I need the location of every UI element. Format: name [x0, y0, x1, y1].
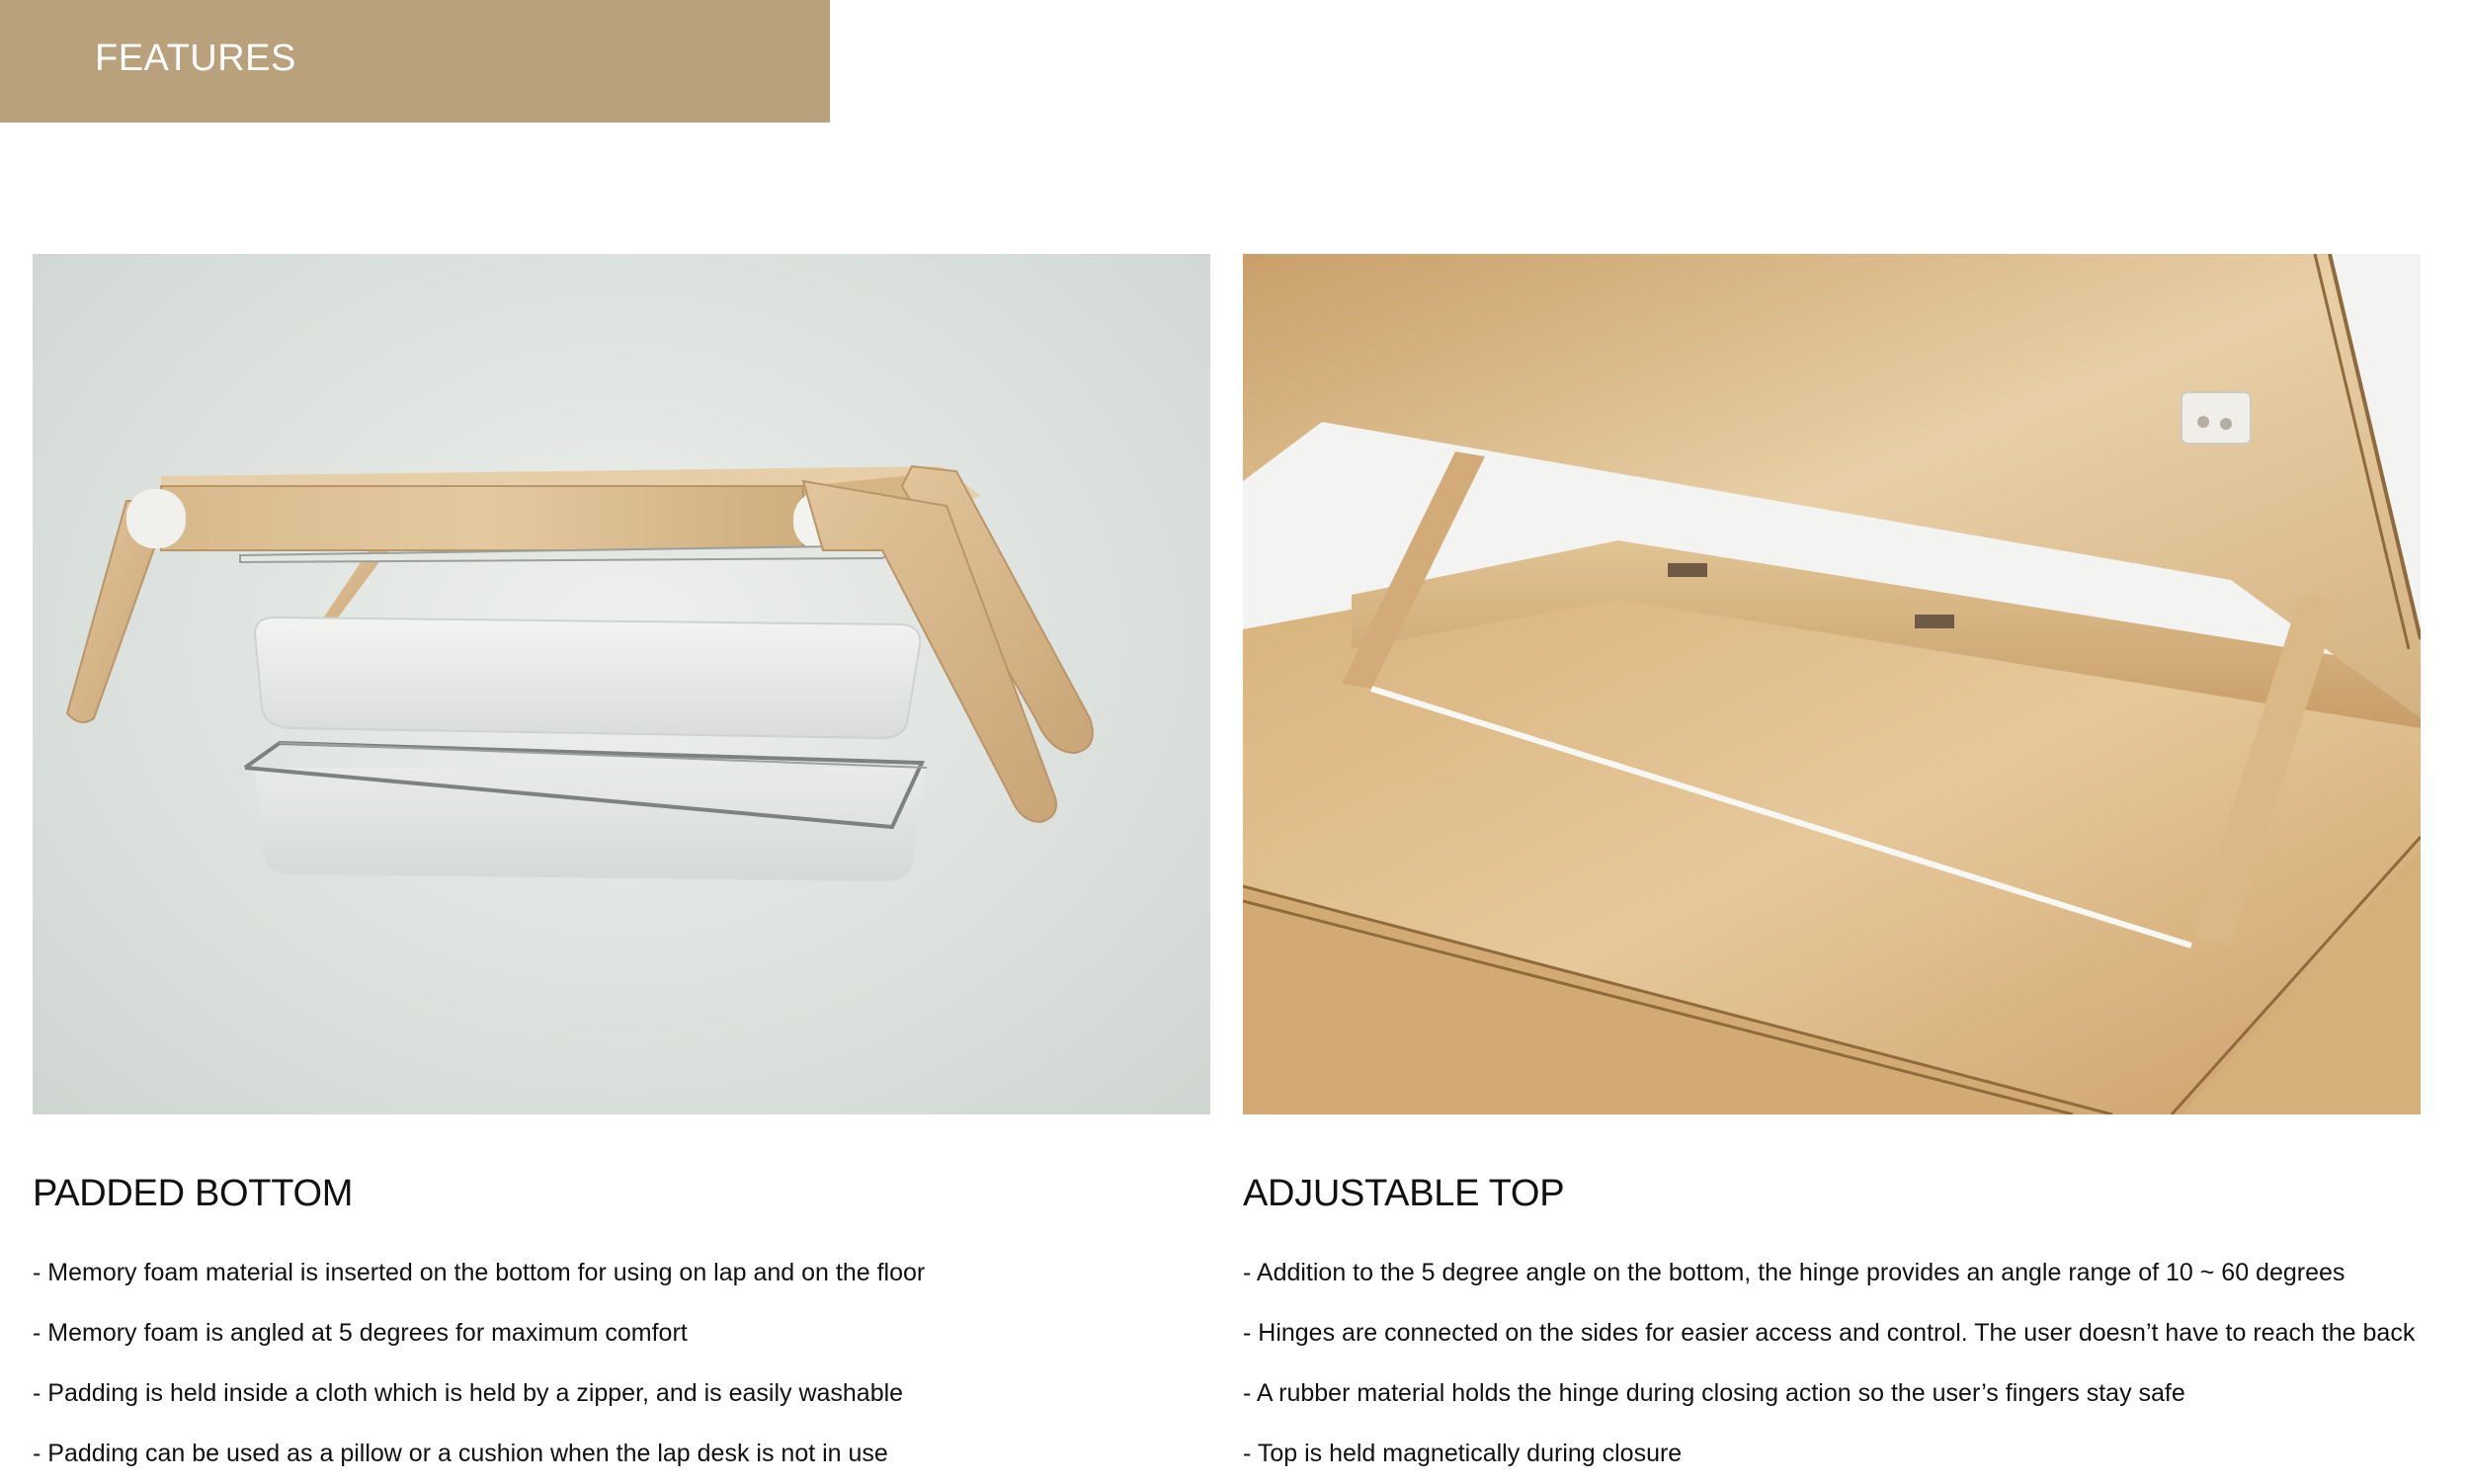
- bullet-item: - Padding is held inside a cloth which is held by a zipper, and is easily washable: [33, 1379, 904, 1407]
- bullet-item: - Hinges are connected on the sides for easier access and control. The user doesn’t have to reach the back: [1243, 1319, 2416, 1347]
- section-title-padded-bottom: PADDED BOTTOM: [33, 1173, 354, 1214]
- adjustable-top-bullets: [1243, 1243, 2429, 1484]
- bullet-item: - Top is held magnetically during closure: [1243, 1440, 1683, 1467]
- adjustable-top-section: [1243, 1166, 2429, 1484]
- bullet-item: - Memory foam is angled at 5 degrees for maximum comfort: [33, 1319, 688, 1347]
- bullet-item: - Memory foam material is inserted on the bottom for using on lap and on the floor: [33, 1259, 926, 1286]
- padded-bottom-section: [33, 1166, 1218, 1484]
- section-title-adjustable-top: ADJUSTABLE TOP: [1243, 1173, 1565, 1214]
- header-bar: [0, 0, 830, 123]
- adjustable-top-image: [1243, 254, 2421, 1114]
- padded-bottom-bullets: [33, 1243, 1218, 1484]
- adjustable-top-open-render: [1243, 254, 2421, 1114]
- padded-bottom-exploded-render: [33, 254, 1210, 1114]
- bullet-item: - Padding can be used as a pillow or a cushion when the lap desk is not in use: [33, 1440, 888, 1467]
- bullet-item: - A rubber material holds the hinge during closing action so the user’s fingers stay safe: [1243, 1379, 2185, 1407]
- bullet-item: - Addition to the 5 degree angle on the bottom, the hinge provides an angle range of 10 ~ 60 degrees: [1243, 1259, 2346, 1286]
- padded-bottom-image: [33, 254, 1210, 1114]
- page-title: FEATURES: [95, 38, 296, 79]
